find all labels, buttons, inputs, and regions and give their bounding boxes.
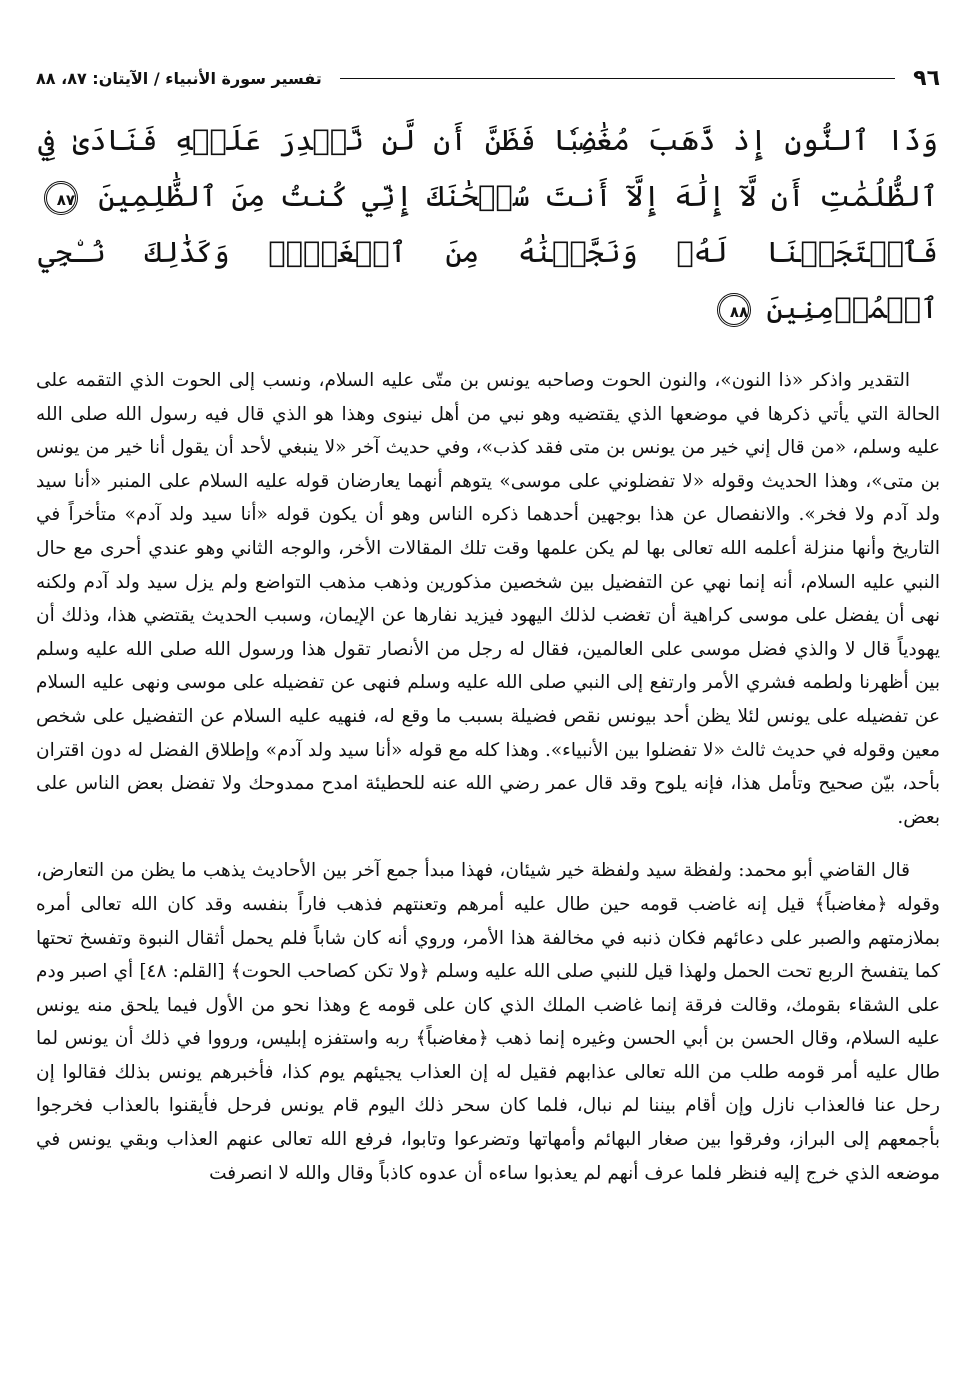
running-header-title: تفسير سورة الأنبياء / الآيتان: ٨٧، ٨٨ [36, 68, 322, 88]
tafsir-commentary [36, 364, 940, 1190]
quran-verses [36, 112, 940, 336]
commentary-paragraph: قال القاضي أبو محمد: ولفظة سيد ولفظة خير شيئان، فهذا مبدأ جمع آخر بين الأحاديث يذهب ما يظن من التعارض، وقوله ﴿مغاضباً﴾ قيل إنه غاضب قومه حين طال عليه أمرهم وتعنتهم فذهب فاراً بنفسه وقد كان الله تعالى أمره بملازمتهم والصبر على دعائهم فكان ذنبه في مخالفة هذا الأمر، وروي أنه كان شاباً فلم يحمل أثقال النبوة وتفسخ تحتها كما يتفسخ الربع تحت الحمل ولهذا قيل للنبي صلى الله عليه وسلم ﴿ولا تكن كصاحب الحوت﴾ [القلم: ٤٨] أي اصبر ودم على الشقاء بقومك، وقالت فرقة إنما غاضب الملك الذي كان على قومه ع وهذا نحو من الأول فيما يلحق منه يونس عليه السلام، وقال الحسن بن أبي الحسن وغيره إنما ذهب ﴿مغاضباً﴾ ربه واستفزه إبليس، ورووا في ذلك أن يونس لما طال عليه أمر قومه طلب من الله تعالى عذابهم فقيل له إن العذاب يجيئهم يوم كذا، فأخبرهم يونس بذلك فقالوا إن رحل عنا فالعذاب نازل وإن أقام بيننا لم نبال، فلما كان سحر ذلك اليوم قام يونس فرحل فأيقنوا بالعذاب فخرجوا بأجمعهم إلى البراز، وفرقوا بين صغار البهائم وأمهاتها وتضرعوا وتابوا، فرفع الله تعالى عنهم العذاب وبقي يونس في موضعه الذي خرج إليه فنظر فلما عرف أنهم لم يعذبوا ساءه أن عدوه كاذباً وقال والله لا انصرفت [36, 860, 940, 1184]
running-header [36, 60, 940, 96]
ayah-number-87-marker: ٨٧ [44, 181, 78, 215]
quran-verse-88-text: فَٱسۡتَجَبۡنَا لَهُۥ وَنَجَّيۡنَٰهُ مِنَ ٱلۡغَمِّۚ وَكَذَٰلِكَ نُـۨجِي ٱلۡمُؤۡمِنِينَ [38, 235, 938, 325]
commentary-paragraph: التقدير واذكر «ذا النون»، والنون الحوت وصاحبه يونس بن متّى عليه السلام، ونسب إلى الحوت الذي التقمه على الحالة التي يأتي ذكرها في موضعها الذي يقتضيه وهو نبي من أهل نينوى وهذا هو الذي قال فيه رسول الله صلى الله عليه وسلم، «من قال إني خير من يونس بن متى فقد كذب»، وفي حديث آخر «لا ينبغي لأحد أن يقول أنا خير من يونس بن متى»، وهذا الحديث وقوله «لا تفضلوني على موسى» يتوهم أنهما يعارضان قوله عليه السلام على المنبر «أنا سيد ولد آدم ولا فخر». والانفصال عن هذا بوجهين أحدهما ذكره الناس وهو أن يكون قوله «أنا سيد ولد آدم» متأخراً في التاريخ وأنها منزلة أعلمه الله تعالى بها لم يكن علمها وقت تلك المقالات الأخر، والوجه الثاني وهو عندي أحرى مع حال النبي عليه السلام، أنه إنما نهي عن التفضيل بين شخصين مذكورين وذهب مذهب التواضع ولم يزل سيد ولد آدم ولكنه نهى أن يفضل على موسى كراهية أن تغضب لذلك اليهود فيزيد نفارها عن الإيمان، وسبب الحديث يقتضي هذا، وذلك أن يهودياً قال لا والذي فضل موسى على العالمين، فقال له رجل من الأنصار تقول هذا ورسول الله صلى الله عليه وسلم بين أظهرنا ولطمه فشري الأمر وارتفع إلى النبي صلى الله عليه وسلم فنهى عن تفضيله على موسى ونهى عليه السلام عن تفضيله على يونس لئلا يظن أحد بيونس نقص فضيلة بسبب ما وقع له، فنهيه عليه السلام عن التفضيل على شخص معين وقوله في حديث ثالث «لا تفضلوا بين الأنبياء». وهذا كله مع قوله «أنا سيد ولد آدم» وإطلاق الفضل له دون اقتران بأحد، بيّن صحيح وتأمل هذا، فإنه يلوح وقد قال عمر رضي الله عنه للحطيئة امدح ممدوحك ولا تفضل بعض الناس على بعض. [36, 370, 940, 828]
ayah-number-88-marker: ٨٨ [717, 293, 751, 327]
page-number: ٩٦ [913, 65, 940, 91]
header-rule [340, 78, 895, 79]
quran-verse-87-text: وَذَا ٱلنُّونِ إِذ ذَّهَبَ مُغَٰضِبٗا فَظَنَّ أَن لَّن نَّقۡدِرَ عَلَيۡهِ فَنَادَىٰ فِي ٱلظُّلُمَٰتِ أَن لَّآ إِلَٰهَ إِلَّآ أَنتَ سُبۡحَٰنَكَ إِنِّي كُنتُ مِنَ ٱلظَّٰلِمِينَ [38, 123, 939, 213]
